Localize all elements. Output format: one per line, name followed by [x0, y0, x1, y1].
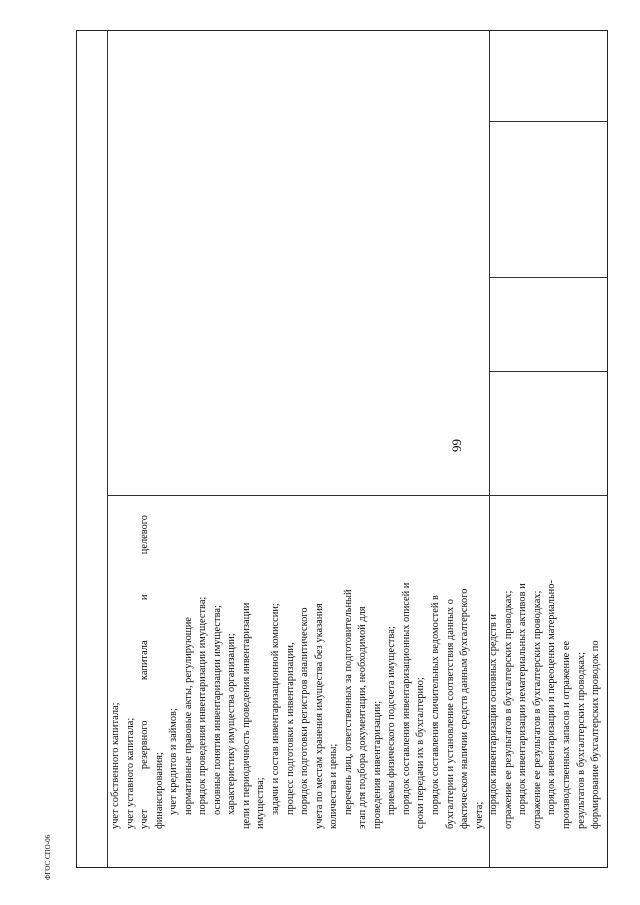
footer-code: ФГОС СПО-06: [44, 834, 52, 880]
cell-text-line: процесс подготовки к инвентаризации,: [284, 642, 296, 815]
cell-text-line: нормативные правовые акты, регулирующие: [182, 617, 194, 815]
cell-text-line: учет собственного капитала;: [110, 702, 121, 829]
cell-text-line: порядок составления инвентаризационных описей и: [400, 582, 412, 815]
cell-text-line: учета по местам хранения имущества без указания: [313, 603, 325, 829]
cell-text-line: учета;: [473, 801, 485, 829]
cell-text-line: этап для подбора документации, необходимой для: [357, 606, 369, 829]
cell-text-line: [138, 515, 153, 829]
cell-text-line: финансирования;: [153, 752, 165, 829]
table-row-divider: [107, 495, 607, 496]
cell-text-line: характеристику имущества организации;: [226, 633, 238, 815]
cell-text-line: проведения инвентаризации;: [371, 700, 383, 829]
cell-text-line: цели и периодичность проведения инвентаризации: [240, 602, 252, 829]
cell-text-word: и: [139, 594, 151, 601]
page-number: 99: [449, 439, 464, 452]
cell-text-line: сроки передачи их в бухгалтерию;: [415, 677, 427, 829]
cell-text-line: задачи и состав инвентаризационной комиссии;: [270, 603, 282, 815]
cell-text-line: порядок инвентаризации и переоценки материально-: [546, 580, 558, 815]
cell-text-line: количества и цены;: [328, 743, 340, 829]
table-row-divider: [489, 277, 607, 278]
table: [76, 30, 608, 868]
cell-text-line: отражение ее результатов в бухгалтерских проводках;: [502, 590, 514, 829]
cell-text-line: формирование бухгалтерских проводок по: [590, 640, 602, 829]
cell-text-line: порядок инвентаризации нематериальных активов и: [517, 583, 529, 815]
cell-text-line: основные понятия инвентаризации имущества;: [211, 605, 223, 815]
cell-text-line: перечень лиц, ответственных за подготовительный: [342, 589, 354, 815]
table-row-divider: [489, 371, 607, 372]
cell-text-line: фактическом наличии средств данным бухгалтерского: [459, 588, 471, 829]
cell-text-line: бухгалтерии и установление соответствия данных о: [444, 599, 456, 829]
cell-text-line: имущества;: [255, 777, 267, 829]
cell-text-word: целевого: [139, 515, 151, 555]
cell-text-line: отражение ее результатов в бухгалтерских проводках;: [531, 590, 543, 829]
cell-text-line: порядок составления сличительных ведомостей в: [430, 595, 442, 815]
cell-text-line: учет уставного капитала;: [124, 717, 136, 829]
table-row-divider: [489, 121, 607, 122]
cell-text-line: результатов в бухгалтерских проводках;: [575, 651, 587, 829]
cell-text-line: приемы физического подсчета имущества;: [386, 626, 398, 815]
cell-text-word: капитала: [139, 640, 151, 681]
cell-text-line: порядок подготовки регистров аналитического: [299, 607, 311, 815]
cell-text-word: учет: [139, 809, 151, 829]
cell-text-word: резервного: [139, 720, 151, 770]
cell-text-line: порядок проведения инвентаризации имущества;: [197, 596, 209, 815]
table-cell-content: [107, 511, 602, 837]
cell-text-line: учет кредитов и займов;: [168, 708, 180, 815]
cell-text-line: порядок инвентаризации основных средств и: [488, 614, 500, 815]
cell-text-line: производственных запасов и отражение ее: [560, 640, 572, 829]
